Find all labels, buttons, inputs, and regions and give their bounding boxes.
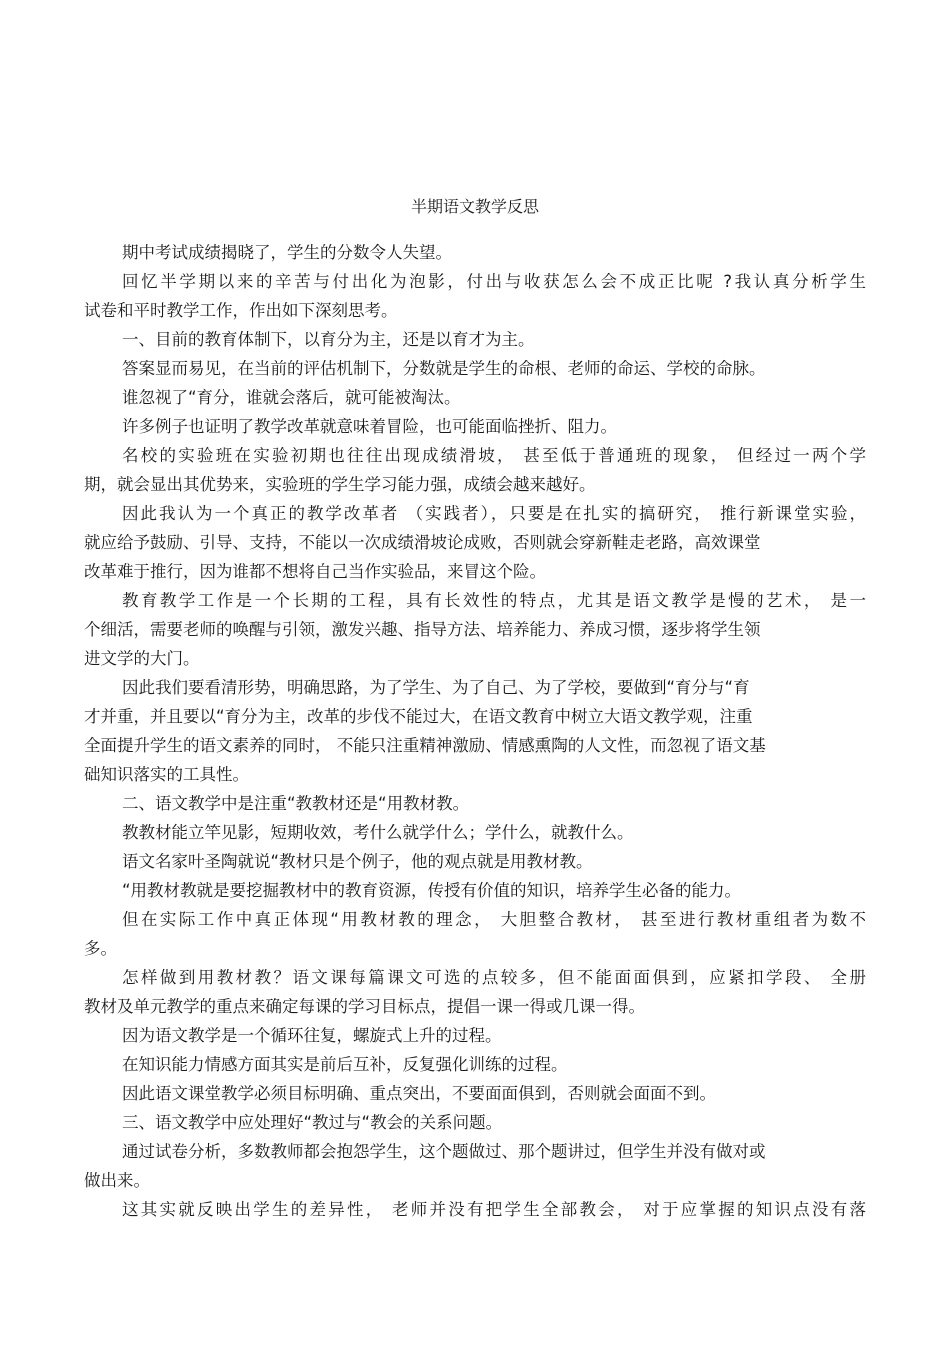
text-line: 回忆半学期以来的辛苦与付出化为泡影，付出与收获怎么会不成正比呢 ?我认真分析学生 <box>122 272 866 291</box>
text-line: 改革难于推行，因为谁都不想将自己当作实验品，来冒这个险。 <box>84 562 546 581</box>
text-line: “用教材教就是要挖掘教材中的教育资源，传授有价值的知识，培养学生必备的能力。 <box>122 881 742 900</box>
text-line: 期中考试成绩揭晓了，学生的分数令人失望。 <box>122 243 452 262</box>
text-line: 怎样做到用教材教？语文课每篇课文可选的点较多，但不能面面俱到，应紧扣学段、 全册 <box>122 968 866 987</box>
text-line: 才并重，并且要以“育分为主，改革的步伐不能过大，在语文教育中树立大语文教学观，注重 <box>84 707 753 726</box>
text-line: 期，就会显出其优势来，实验班的学生学习能力强，成绩会越来越好。 <box>84 475 596 494</box>
text-line: 语文名家叶圣陶就说“教材只是个例子，他的观点就是用教材教。 <box>122 852 593 871</box>
text-line: 础知识落实的工具性。 <box>84 765 249 784</box>
text-line: 通过试卷分析，多数教师都会抱怨学生，这个题做过、那个题讲过，但学生并没有做对或 <box>122 1142 766 1161</box>
text-line: 三、语文教学中应处理好“教过与“教会的关系问题。 <box>122 1113 503 1132</box>
text-line: 进文学的大门。 <box>84 649 200 668</box>
text-line: 因为语文教学是一个循环往复，螺旋式上升的过程。 <box>122 1026 502 1045</box>
text-line: 答案显而易见，在当前的评估机制下，分数就是学生的命根、老师的命运、学校的命脉。 <box>122 359 766 378</box>
text-line: 名校的实验班在实验初期也往往出现成绩滑坡， 甚至低于普通班的现象， 但经过一两个学 <box>122 446 866 465</box>
text-line: 但在实际工作中真正体现“用教材教的理念， 大胆整合教材， 甚至进行教材重组者为数不 <box>122 910 866 929</box>
text-line: 全面提升学生的语文素养的同时， 不能只注重精神激励、情感熏陶的人文性，而忽视了语文基 <box>84 736 766 755</box>
text-line: 在知识能力情感方面其实是前后互补，反复强化训练的过程。 <box>122 1055 568 1074</box>
text-line: 多。 <box>84 939 117 958</box>
text-line: 二、语文教学中是注重“教教材还是“用教材教。 <box>122 794 470 813</box>
document-title: 半期语文教学反思 <box>410 197 539 216</box>
text-line: 这其实就反映出学生的差异性， 老师并没有把学生全部教会， 对于应掌握的知识点没有落 <box>122 1200 866 1219</box>
text-line: 许多例子也证明了教学改革就意味着冒险，也可能面临挫折、阻力。 <box>122 417 617 436</box>
text-line: 做出来。 <box>84 1171 150 1190</box>
text-line: 教教材能立竿见影，短期收效，考什么就学什么；学什么，就教什么。 <box>122 823 634 842</box>
document-body <box>84 238 866 1224</box>
text-line: 因此语文课堂教学必须目标明确、重点突出，不要面面俱到，否则就会面面不到。 <box>122 1084 716 1103</box>
text-line: 谁忽视了“育分，谁就会落后，就可能被淘汰。 <box>122 388 461 407</box>
text-line: 试卷和平时教学工作，作出如下深刻思考。 <box>84 301 398 320</box>
text-line: 因此我认为一个真正的教学改革者 （实践者），只要是在扎实的搞研究， 推行新课堂实验， <box>122 504 866 523</box>
text-line: 个细活，需要老师的唤醒与引领，激发兴趣、指导方法、培养能力、养成习惯，逐步将学生领 <box>84 620 761 639</box>
text-line: 教材及单元教学的重点来确定每课的学习目标点，提倡一课一得或几课一得。 <box>84 997 645 1016</box>
text-line: 就应给予鼓励、引导、支持，不能以一次成绩滑坡论成败，否则就会穿新鞋走老路，高效课堂 <box>84 533 761 552</box>
text-line: 因此我们要看清形势，明确思路，为了学生、为了自己、为了学校，要做到“育分与“育 <box>122 678 750 697</box>
text-line: 一、目前的教育体制下，以育分为主，还是以育才为主。 <box>122 330 535 349</box>
text-line: 教育教学工作是一个长期的工程，具有长效性的特点，尤其是语文教学是慢的艺术， 是一 <box>122 591 866 610</box>
